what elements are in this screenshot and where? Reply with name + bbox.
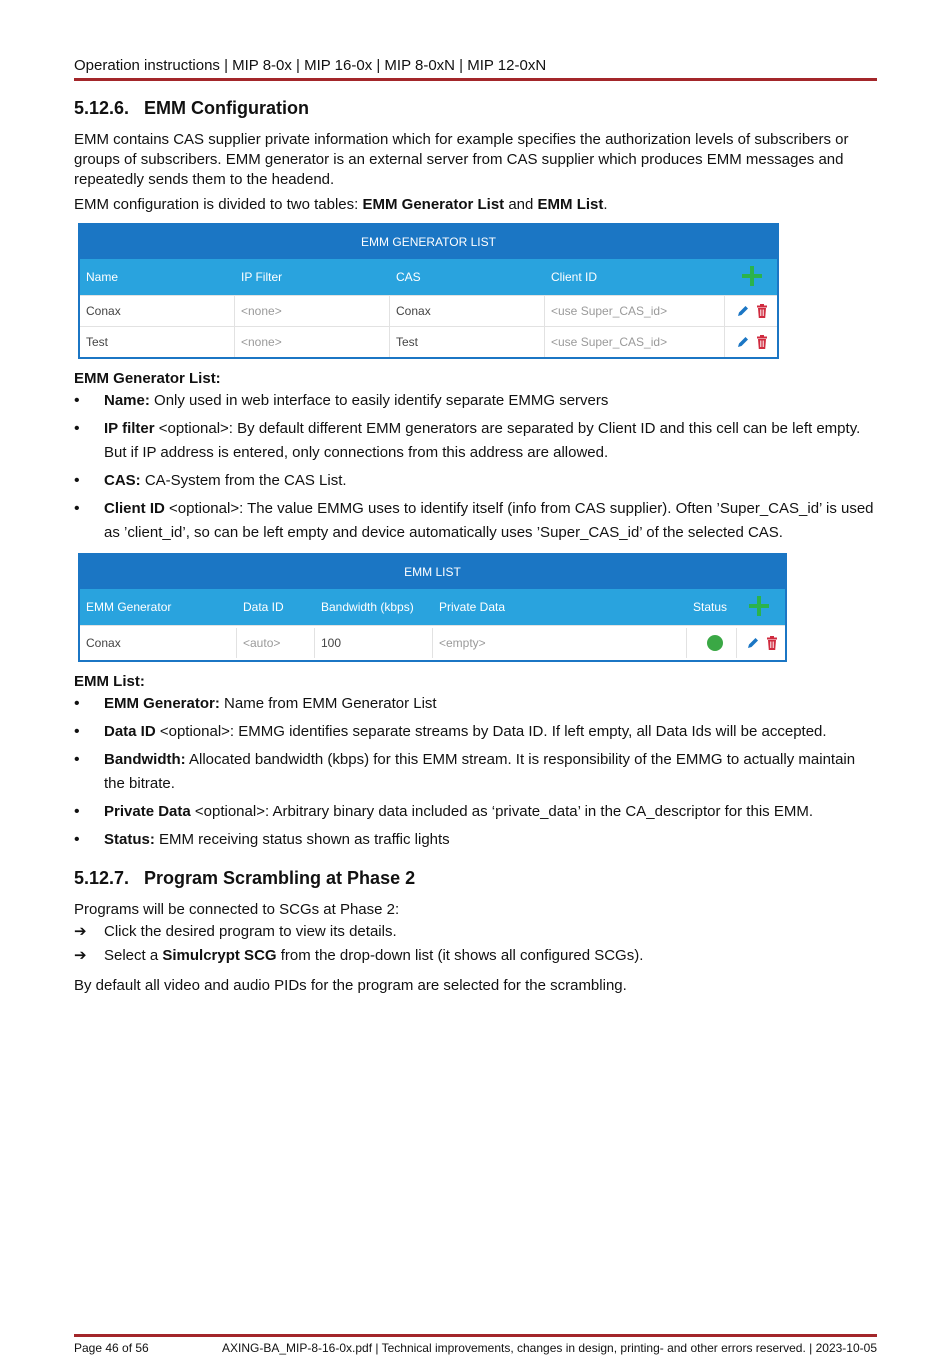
- footer-rule: [74, 1334, 877, 1337]
- page-content: [74, 96, 877, 1001]
- delete-icon[interactable]: [756, 304, 768, 318]
- emm-list-heading: EMM List:: [74, 673, 145, 690]
- column-header: IP Filter: [241, 270, 283, 284]
- column-header: Client ID: [551, 270, 598, 284]
- section-title: Program Scrambling at Phase 2: [144, 868, 416, 888]
- scrambling-intro: Programs will be connected to SCGs at Phase 2:: [74, 901, 400, 918]
- item-text: EMM receiving status shown as traffic lights: [154, 831, 450, 848]
- list-item: [74, 828, 877, 852]
- column-header: Private Data: [439, 600, 506, 614]
- table-cell[interactable]: <none>: [235, 296, 390, 326]
- table-cell[interactable]: <none>: [235, 327, 390, 357]
- list-item: [74, 748, 877, 796]
- footer-info: AXING-BA_MIP-8-16-0x.pdf | Technical improvements, changes in design, printing- and other errors reserved. | 2023-10-05: [221, 1341, 877, 1355]
- bold-term: Bandwidth:: [104, 751, 186, 768]
- item-text: Only used in web interface to easily identify separate EMMG servers: [149, 392, 609, 409]
- bold-term: Name:: [104, 392, 150, 409]
- bold-term: EMM Generator:: [104, 695, 220, 712]
- scrambling-steps: [74, 920, 877, 968]
- list-item: [74, 692, 877, 716]
- column-header: Name: [86, 270, 119, 284]
- text-span: from the drop-down list (it shows all configured SCGs).: [276, 947, 644, 964]
- row-actions: [737, 628, 781, 658]
- delete-icon[interactable]: [766, 636, 778, 650]
- table-cell[interactable]: Test: [390, 327, 545, 357]
- column-header: Status: [693, 600, 728, 614]
- tables-paragraph: [74, 195, 877, 215]
- page-footer: [74, 1340, 877, 1356]
- delete-icon[interactable]: [756, 335, 768, 349]
- table-cell[interactable]: <empty>: [433, 628, 687, 658]
- status-light-icon: [707, 635, 723, 651]
- table-cell[interactable]: 100: [315, 628, 433, 658]
- header-rule: [74, 78, 877, 81]
- bold-term: EMM List: [537, 196, 604, 213]
- add-icon[interactable]: [742, 266, 762, 286]
- text-span: and: [504, 196, 538, 213]
- list-item: [74, 417, 877, 465]
- section-heading-emm-configuration: [74, 96, 877, 120]
- emm-list-table: [78, 553, 787, 662]
- table-cell: Conax: [80, 296, 235, 326]
- emm-generator-table: [78, 223, 779, 359]
- section-number: 5.12.7.: [74, 868, 130, 888]
- row-actions: [725, 296, 773, 326]
- status-cell: [687, 628, 737, 658]
- column-header: Bandwidth (kbps): [321, 600, 414, 614]
- table-cell: Test: [80, 327, 235, 357]
- column-header: CAS: [396, 270, 421, 284]
- item-text: <optional>: Arbitrary binary data included as ‘private_data’ in the CA_descriptor for this EMM.: [190, 803, 813, 820]
- list-item: [74, 389, 877, 413]
- section-number: 5.12.6.: [74, 98, 130, 118]
- edit-icon[interactable]: [736, 335, 750, 349]
- table-row: [80, 326, 777, 357]
- bold-term: EMM Generator List: [362, 196, 505, 213]
- step-item: ➔ Click the desired program to view its details.: [74, 920, 877, 944]
- table-cell[interactable]: <auto>: [237, 628, 315, 658]
- section-heading-program-scrambling: [74, 866, 877, 890]
- item-text: Allocated bandwidth (kbps) for this EMM stream. It is responsibility of the EMMG to actually maintain the bitrate.: [104, 751, 856, 792]
- step-item: [74, 944, 877, 968]
- row-actions: [725, 327, 773, 357]
- item-text: CA-System from the CAS List.: [140, 472, 347, 489]
- item-text: <optional>: EMMG identifies separate streams by Data ID. If left empty, all Data Ids will be accepted.: [155, 723, 827, 740]
- table-cell: Conax: [80, 628, 237, 658]
- bold-term: CAS:: [104, 472, 141, 489]
- bold-term: Client ID: [104, 500, 165, 517]
- generator-list-heading: EMM Generator List:: [74, 370, 221, 387]
- text-span: EMM configuration is divided to two tables:: [74, 196, 363, 213]
- page-number: Page 46 of 56: [74, 1341, 149, 1355]
- bold-term: IP filter: [104, 420, 155, 437]
- table-cell[interactable]: Conax: [390, 296, 545, 326]
- text-span: Select a: [104, 947, 163, 964]
- bold-term: Status:: [104, 831, 155, 848]
- add-icon[interactable]: [749, 596, 769, 616]
- closing-paragraph: By default all video and audio PIDs for the program are selected for the scrambling.: [74, 977, 627, 994]
- table-header-row: [80, 589, 785, 625]
- table-cell[interactable]: <use Super_CAS_id>: [545, 296, 725, 326]
- edit-icon[interactable]: [746, 636, 760, 650]
- table-title: EMM LIST: [80, 555, 785, 589]
- list-item: [74, 497, 877, 545]
- item-text: <optional>: The value EMMG uses to identify itself (info from CAS supplier). Often ’Super_CAS_id’ is used as ’client_id’, so can be left empty and device automatically uses ’Super_CAS_id’ of the selected CAS.: [104, 500, 874, 541]
- table-row: [80, 625, 785, 660]
- table-cell[interactable]: <use Super_CAS_id>: [545, 327, 725, 357]
- page-header: Operation instructions | MIP 8-0x | MIP 16-0x | MIP 8-0xN | MIP 12-0xN: [74, 57, 547, 74]
- text-span: .: [603, 196, 608, 213]
- list-item: [74, 720, 877, 744]
- table-header-row: [80, 259, 777, 295]
- item-text: Name from EMM Generator List: [219, 695, 437, 712]
- bold-term: Private Data: [104, 803, 191, 820]
- intro-paragraph: EMM contains CAS supplier private information which for example specifies the authorization levels of subscribers or groups of subscribers. EMM generator is an external server from CAS supplier which produces EMM messages and repeatedly sends them to the headend.: [74, 131, 849, 188]
- column-header: Data ID: [243, 600, 284, 614]
- section-title: EMM Configuration: [144, 98, 309, 118]
- item-text: <optional>: By default different EMM generators are separated by Client ID and this cell can be left empty. But if IP address is entered, only connections from this address are allowed.: [104, 420, 861, 461]
- table-row: [80, 295, 777, 326]
- edit-icon[interactable]: [736, 304, 750, 318]
- bold-term: Simulcrypt SCG: [162, 947, 277, 964]
- list-item: [74, 469, 877, 493]
- column-header: EMM Generator: [86, 600, 172, 614]
- bold-term: Data ID: [104, 723, 156, 740]
- list-item: [74, 800, 877, 824]
- table-title: EMM GENERATOR LIST: [80, 225, 777, 259]
- generator-field-list: [74, 389, 877, 545]
- emm-field-list: [74, 692, 877, 852]
